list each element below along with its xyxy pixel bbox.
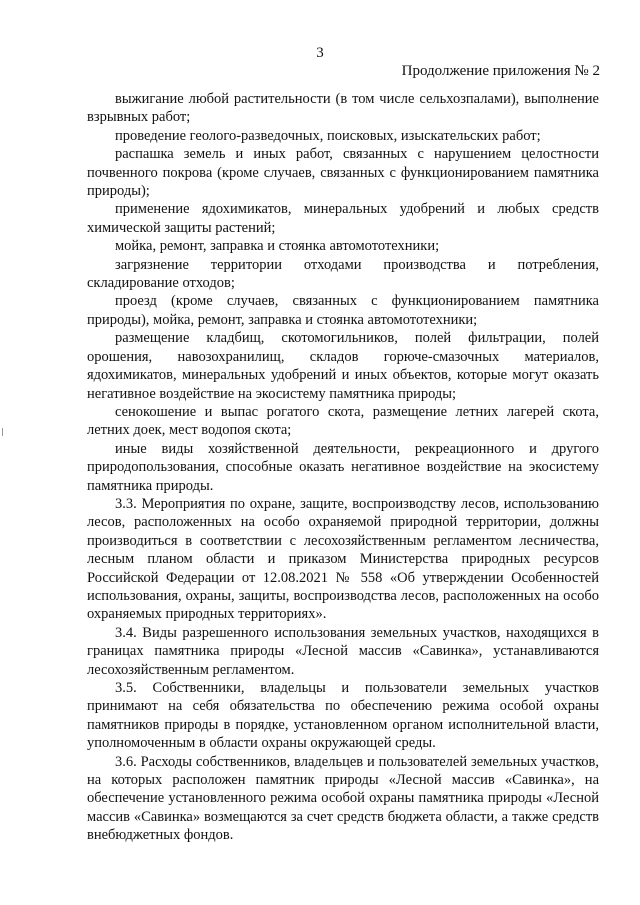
page-number: 3 — [316, 45, 324, 61]
paragraph-3-6: 3.6. Расходы собственников, владельцев и пользователей земельных участков, на которых расположен памятник природы «Лесной массив «Савинка», на обеспечение установленного режима особой охраны памятника природы «Лесной массив «Савинка» возмещаются за счет средств бюджета области, а также средств внебюджетных фондов. — [87, 753, 599, 844]
paragraph-burning-ban: выжигание любой растительности (в том числе сельхозпалами), выполнение взрывных работ; — [87, 91, 599, 126]
paragraph-geological-works: проведение геолого-разведочных, поисковых, изыскательских работ; — [115, 127, 541, 144]
paragraph-ploughing: распашка земель и иных работ, связанных с нарушением целостности почвенного покрова (кроме случаев, связанных с функционированием памятника природы); — [87, 146, 599, 200]
paragraph-vehicle-service: мойка, ремонт, заправка и стоянка автомототехники; — [115, 238, 440, 255]
paragraph-3-4: 3.4. Виды разрешенного использования земельных участков, находящихся в границах памятника природы «Лесной массив «Савинка», устанавливаются лесохозяйственным регламентом. — [87, 624, 599, 678]
paragraph-facilities-placement: размещение кладбищ, скотомогильников, полей фильтрации, полей орошения, навозохранилищ, складов горюче-смазочных материалов, ядохимикатов, минеральных удобрений и иных объектов, которые могут оказать негативное воздействие на экосистему памятника природы; — [87, 330, 599, 402]
paragraph-haymaking-grazing: сенокошение и выпас рогатого скота, размещение летних лагерей скота, летних доек, мест водопоя скота; — [87, 403, 599, 439]
appendix-continuation-note: Продолжение приложения № 2 — [401, 63, 600, 79]
paragraph-other-activities: иные виды хозяйственной деятельности, рекреационного и другого природопользования, способные оказать негативное воздействие на экосистему памятника природы. — [87, 440, 599, 494]
paragraph-driving: проезд (кроме случаев, связанных с функционированием памятника природы), мойка, ремонт, заправка и стоянка автомототехники; — [87, 293, 599, 328]
paragraph-3-3: 3.3. Мероприятия по охране, защите, воспроизводству лесов, использованию лесов, расположенных на особо охраняемой природной территории, должны производиться в соответствии с лесохозяйственным регламентом лесничества, лесным планом области и приказом Министерства природных ресурсов Российской Федерации от 12.08.2021 № 558 «Об утверждении Особенностей использования, охраны, защиты, воспроизводства лесов, расположенных на особо охраняемых природных территориях». — [87, 495, 599, 623]
paragraph-3-5: 3.5. Собственники, владельцы и пользователи земельных участков принимают на себя обязательства по обеспечению режима особой охраны памятников природы в порядке, установленном органом исполнительной власти, уполномоченным в области охраны окружающей среды. — [87, 680, 599, 752]
paragraph-waste-pollution: загрязнение территории отходами производства и потребления, складирование отходов; — [87, 256, 599, 292]
paragraph-pesticides: применение ядохимикатов, минеральных удобрений и любых средств химической защиты растений; — [87, 201, 599, 236]
scan-margin-mark — [2, 428, 3, 436]
document-body — [87, 90, 599, 845]
